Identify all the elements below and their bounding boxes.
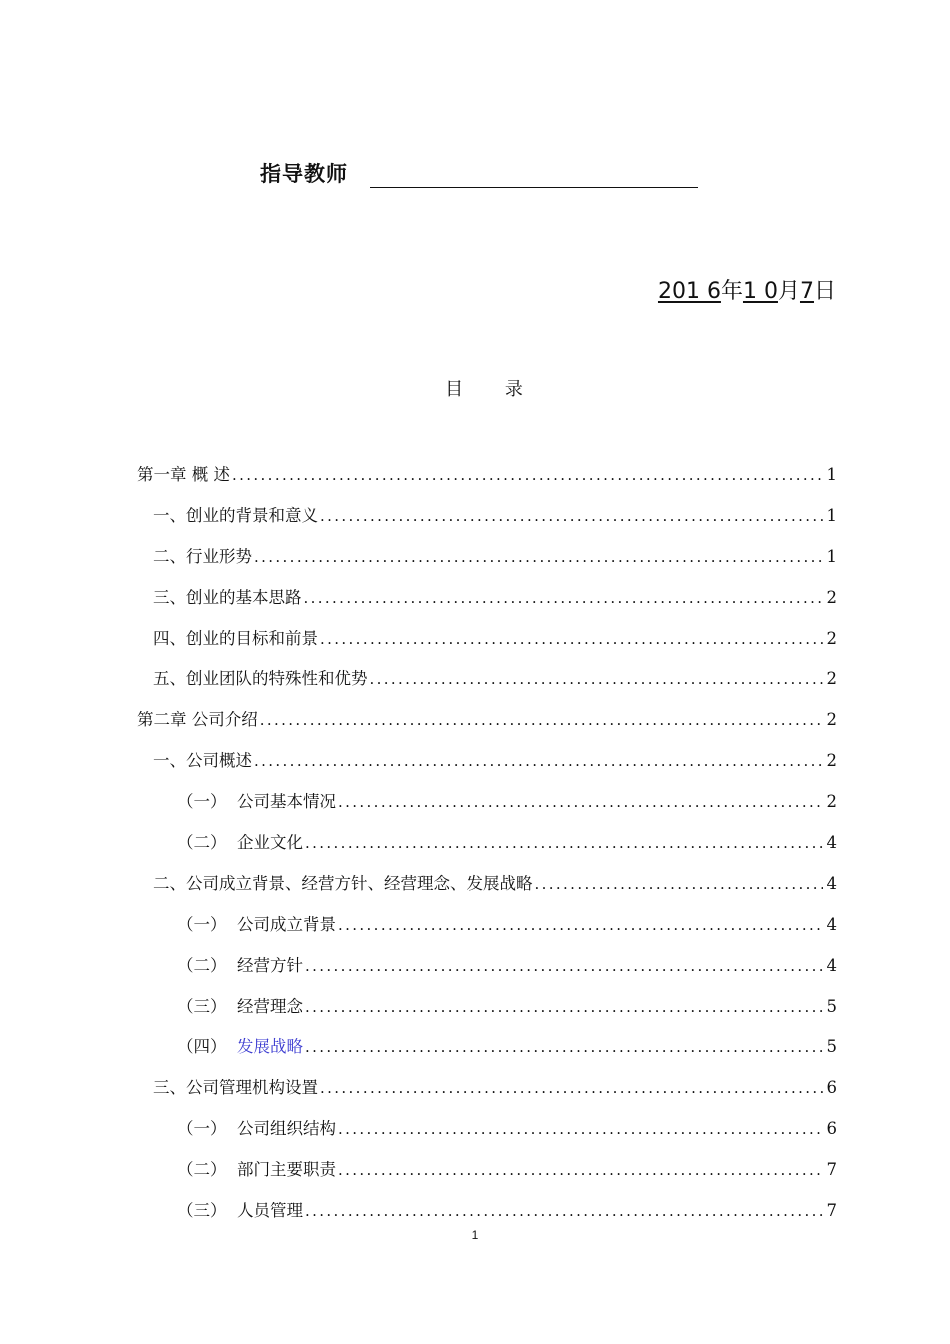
toc-entry-number: （三） [177,1201,227,1221]
toc-entry-label: 公司组织结构 [237,1119,336,1139]
toc-entry-number: （一） [177,914,227,934]
toc-entry-number: 三、 [153,587,186,607]
toc-entry[interactable] [137,741,837,782]
toc-entry[interactable] [137,1027,837,1068]
toc-entry-label: 人员管理 [237,1201,303,1221]
toc-leader-dots [305,987,823,1028]
toc-title: 目 录 [445,379,541,400]
toc-leader-dots [232,455,823,496]
toc-leader-dots [338,1150,823,1191]
toc-entry-number: 三、 [153,1078,186,1098]
toc-entry[interactable] [137,659,837,700]
date-day-unit: 日 [813,279,836,304]
toc-entry-label: 创业的基本思路 [186,587,302,607]
toc-entry[interactable] [137,700,837,741]
toc-leader-dots [320,619,823,660]
toc-entry-page: 4 [826,914,837,934]
toc-entry-page: 2 [826,792,837,812]
date-day: 7 [799,279,814,304]
toc-entry-number: （三） [177,996,227,1016]
toc-leader-dots [305,1191,823,1232]
date-year-unit: 年 [720,279,743,304]
toc-entry-page: 6 [826,1119,837,1139]
toc-entry-label: 公司基本情况 [237,792,336,812]
toc-entry-number: 二、 [153,873,186,893]
toc-entry-page: 6 [826,1078,837,1098]
toc-entry-label: 公司介绍 [191,710,258,730]
toc-entry[interactable] [137,823,837,864]
toc-entry-label: 公司成立背景 [237,914,336,934]
toc-leader-dots [305,1027,823,1068]
toc-leader-dots [305,946,823,987]
toc-entry-page: 1 [826,465,837,484]
toc-entry-number: （二） [177,1160,227,1180]
toc-leader-dots [338,782,823,823]
toc-entry-page: 1 [826,546,837,566]
toc-entry-page: 2 [826,587,837,607]
toc-entry[interactable] [137,455,837,496]
toc-entry[interactable] [137,578,837,619]
toc-entry-label: 经营理念 [237,996,303,1016]
toc-leader-dots [304,578,823,619]
toc-leader-dots [254,741,823,782]
toc-leader-dots [260,700,823,741]
toc-entry-number: 第一章 [137,465,192,484]
toc-entry-number: （二） [177,833,227,853]
date-month-unit: 月 [777,279,800,304]
toc-entry-label: 创业的背景和意义 [186,505,318,525]
table-of-contents [137,455,837,1232]
toc-entry-page: 2 [826,710,837,730]
toc-entry-number: 四、 [153,628,186,648]
toc-entry-label-link[interactable]: 发展战略 [237,1037,303,1057]
toc-entry-label: 公司概述 [186,751,252,771]
advisor-blank-underline [370,187,698,188]
date-month: 1 0 [742,279,778,304]
toc-leader-dots [338,1109,823,1150]
toc-leader-dots [320,1068,823,1109]
toc-entry[interactable] [137,782,837,823]
advisor-label: 指导教师 [260,162,348,186]
toc-entry[interactable] [137,905,837,946]
toc-entry-page: 4 [826,873,837,893]
date-year: 201 6 [657,279,721,304]
toc-entry-label: 行业形势 [186,546,252,566]
toc-entry-page: 7 [826,1160,837,1180]
toc-leader-dots [370,659,823,700]
toc-entry-number: （一） [177,792,227,812]
toc-entry-number: 一、 [153,751,186,771]
toc-entry-label: 经营方针 [237,955,303,975]
toc-entry[interactable] [137,1109,837,1150]
toc-entry[interactable] [137,1150,837,1191]
page-number: 1 [471,1228,479,1242]
toc-leader-dots [338,905,823,946]
toc-entry[interactable] [137,1068,837,1109]
toc-entry[interactable] [137,1191,837,1232]
toc-entry-number: 第二章 [137,710,192,730]
document-date [658,274,836,305]
advisor-line-block [260,158,698,188]
toc-entry-label: 公司管理机构设置 [186,1078,318,1098]
toc-entry-number: （四） [177,1037,227,1057]
toc-entry-page: 2 [826,628,837,648]
toc-entry-label: 部门主要职责 [237,1160,336,1180]
toc-leader-dots [535,864,823,905]
toc-entry-number: （一） [177,1119,227,1139]
toc-entry-page: 7 [826,1201,837,1221]
toc-entry[interactable] [137,619,837,660]
toc-leader-dots [305,823,823,864]
toc-entry-number: （二） [177,955,227,975]
toc-entry-page: 1 [826,505,837,525]
toc-leader-dots [320,496,823,537]
toc-entry-label: 创业团队的特殊性和优势 [186,669,368,689]
toc-entry-number: 二、 [153,546,186,566]
toc-entry-number: 五、 [153,669,186,689]
toc-entry-label: 概 述 [191,465,230,484]
toc-entry[interactable] [137,864,837,905]
toc-entry-page: 4 [826,833,837,853]
toc-entry[interactable] [137,496,837,537]
toc-entry-label: 公司成立背景、经营方针、经营理念、发展战略 [186,873,533,893]
toc-entry-page: 4 [826,955,837,975]
toc-entry[interactable] [137,987,837,1028]
toc-entry-page: 2 [826,669,837,689]
toc-entry-page: 2 [826,751,837,771]
toc-entry-label: 创业的目标和前景 [186,628,318,648]
toc-leader-dots [254,537,823,578]
toc-entry[interactable] [137,537,837,578]
toc-entry-number: 一、 [153,505,186,525]
toc-entry-page: 5 [826,996,837,1016]
toc-entry[interactable] [137,946,837,987]
toc-entry-page: 5 [826,1037,837,1057]
toc-entry-label: 企业文化 [237,833,303,853]
